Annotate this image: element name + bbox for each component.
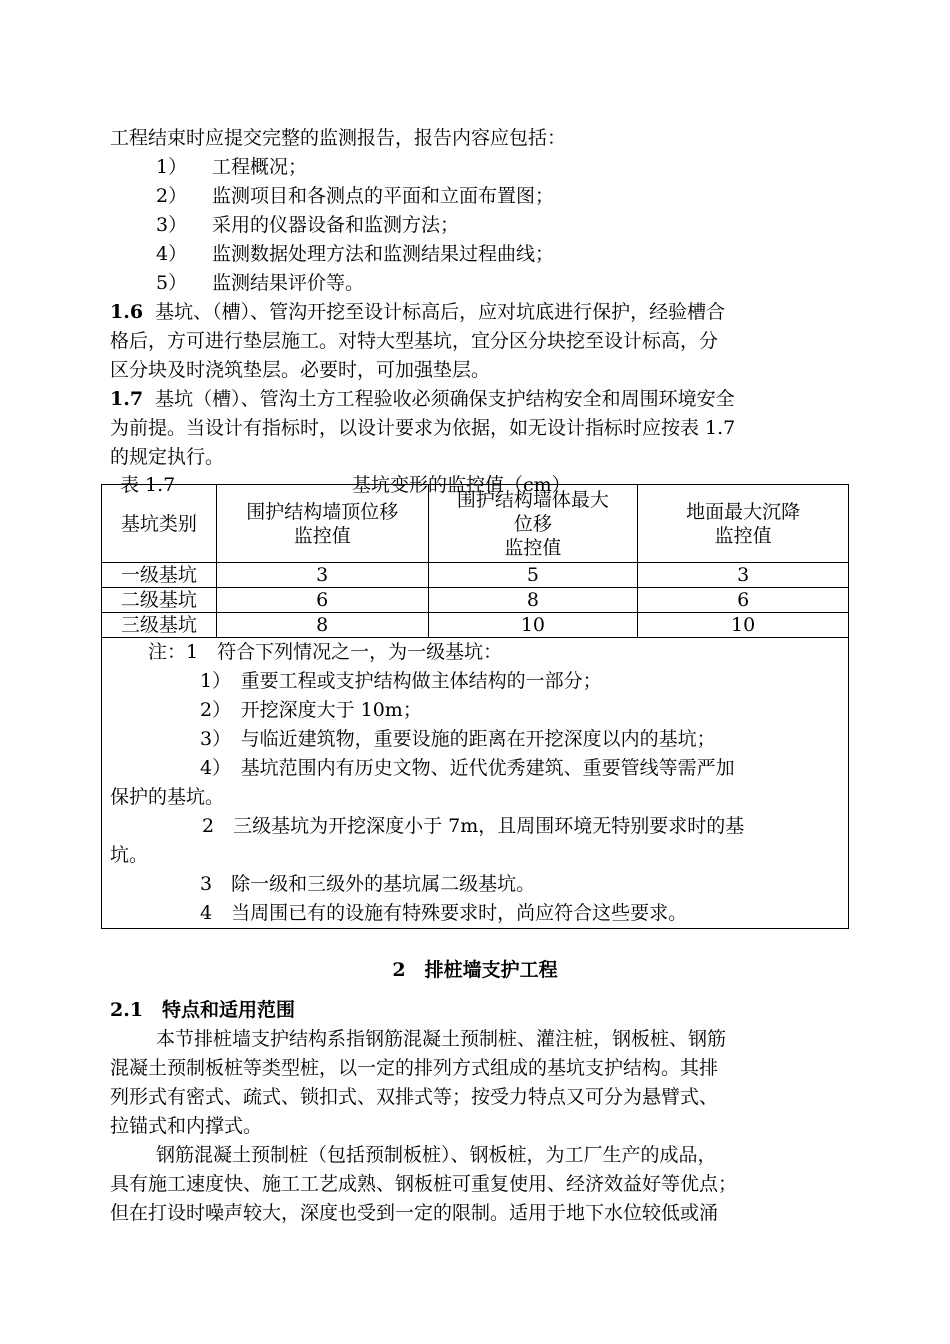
list-item: 5） 监测结果评价等。 [156, 272, 365, 294]
clause-number: 1.7 [110, 388, 144, 410]
paragraph: 本节排桩墙支护结构系指钢筋混凝土预制桩、灌注桩，钢板桩、钢筋 混凝土预制板桩等类型桩，以一定的排列方式组成的基坑支护结构。其排 列形式有密式、疏式、锁扣式、双排式等；按受力特点又可分为悬臂式、 拉锚式和内撑式。 [110, 1028, 727, 1137]
table-notes: 注：1 符合下列情况之一，为一级基坑： 1） 重要工程或支护结构做主体结构的一部分； 2） 开挖深度大于 10m； 3） 与临近建筑物，重要设施的距离在开挖深度以内的基坑； 4） 基坑范围内有历史文物、近代优秀建筑、重要管线等需严加 保护的基坑。 2 三级基坑为开挖深度小于 7m，且周围环境无特别要求时的基 坑。 3 除一级和三级外的基坑属二级基坑。 4 当周围已有的设施有特殊要求时，尚应符合这些要求。 [102, 638, 849, 929]
header-cell: 地面最大沉降 监控值 [638, 485, 849, 563]
document-body [110, 124, 850, 498]
section-body [110, 986, 850, 1228]
clause-1-6: 1.6 基坑、（槽）、管沟开挖至设计标高后，应对坑底进行保护，经验槽合 格后，方可进行垫层施工。对特大型基坑，宜分区分块挖至设计标高，分 区分块及时浇筑垫层。必要时，可加强垫层。 [110, 301, 726, 381]
header-cell: 围护结构墙体最大 位移 监控值 [428, 485, 638, 563]
list-item: 4） 监测数据处理方法和监测结果过程曲线； [156, 243, 555, 265]
clause-1-7: 1.7 基坑（槽）、管沟土方工程验收必须确保支护结构安全和周围环境安全 为前提。当设计有指标时，以设计要求为依据，如无设计指标时应按表 1.7 的规定执行。 [110, 388, 736, 468]
table-header-row [102, 485, 849, 563]
table-number: 表 1.7 [120, 474, 176, 496]
list-item: 3） 采用的仪器设备和监测方法； [156, 214, 460, 236]
intro-text: 工程结束时应提交完整的监测报告，报告内容应包括： [110, 127, 567, 149]
paragraph: 钢筋混凝土预制桩（包括预制板桩）、钢板桩，为工厂生产的成品， 具有施工速度快、施工工艺成熟、钢板桩可重复使用、经济效益好等优点； 但在打设时噪声较大，深度也受到一定的限制。适用于地下水位较低或涌 [110, 1144, 738, 1224]
table-row: 三级基坑 8 10 10 [102, 613, 849, 638]
table-notes-row [102, 638, 849, 929]
clause-number: 1.6 [110, 301, 144, 323]
table-row: 二级基坑 6 8 6 [102, 588, 849, 613]
table-title: 基坑变形的监控值（cm） [352, 474, 571, 496]
subsection-title: 2.1 特点和适用范围 [110, 999, 296, 1021]
list-item: 2） 监测项目和各测点的平面和立面布置图； [156, 185, 555, 207]
monitoring-table [101, 484, 849, 929]
report-items-list [110, 153, 850, 298]
table-row: 一级基坑 3 5 3 [102, 563, 849, 588]
list-item: 1） 工程概况； [156, 156, 308, 178]
header-cell: 围护结构墙顶位移 监控值 [216, 485, 428, 563]
section-title: 2 排桩墙支护工程 [392, 959, 558, 981]
header-cell: 基坑类别 [102, 485, 217, 563]
